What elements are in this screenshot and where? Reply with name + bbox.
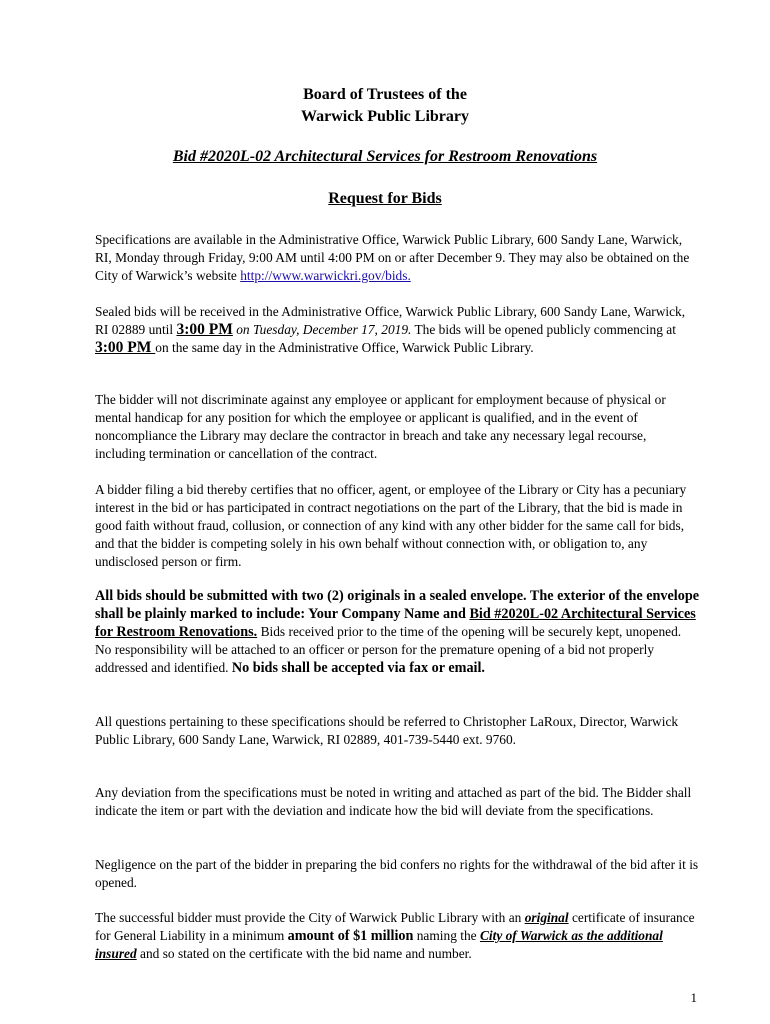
sealed-text-b: The bids will be opened publicly commencing at [411,322,676,337]
title-line-2: Warwick Public Library [301,108,469,125]
negligence-text: Negligence on the part of the bidder in preparing the bid confers no rights for the withdrawal of the bid after it is opened. [95,857,699,890]
board-title [0,84,770,128]
bid-time-1: 3:00 PM [176,321,233,338]
title-line-1: Board of Trustees of the [303,86,467,103]
bid-time-2: 3:00 PM [95,339,156,356]
insurance-amount: amount of $1 million [287,928,414,944]
paragraph-deviation [95,784,700,820]
bid-date: on Tuesday, December 17, 2019. [232,322,412,337]
insurance-additional-insured: City of Warwick as the additional insured [95,928,663,961]
questions-text: All questions pertaining to these specifications should be referred to Christopher LaRoux, Director, Warwick Public Library, 600 Sandy Lane, Warwick, RI 02889, 401-739-5440 ext. 9760. [95,714,679,747]
paragraph-specifications [95,231,700,285]
deviation-text: Any deviation from the specifications must be noted in writing and attached as part of the bid. The Bidder shall indicate the item or part with the deviation and indicate how the bid will deviate from the specifications. [95,785,692,818]
bid-title-block [0,148,770,166]
insurance-text-b: certificate of insurance for General Liability in a minimum [95,910,695,943]
insurance-text-d: and so stated on the certificate with the bid name and number. [136,946,472,961]
paragraph-insurance [95,909,700,963]
paragraph-nondiscrimination [95,391,700,463]
request-for-bids-heading: Request for Bids [328,190,442,207]
submission-bold-2: No bids shall be accepted via fax or email. [231,660,485,676]
bid-title: Bid #2020L-02 Architectural Services for Restroom Renovations [172,148,598,165]
paragraph-certification [95,481,700,571]
submission-bold-1: All bids should be submitted with two (2) originals in a sealed envelope. The exterior of the envelope shall be plainly marked to include: Your Company Name and [95,588,700,622]
submission-normal: Bids received prior to the time of the opening will be securely kept, unopened. No responsibility will be attached to an officer or person for the premature opening of a bid not properly addressed and identified. [95,624,682,675]
paragraph-sealed-bids [95,303,700,357]
certification-text: A bidder filing a bid thereby certifies that no officer, agent, or employee of the Library or City has a pecuniary interest in the bid or has participated in contract negotiations on the part of the Library, that the bid is made in good faith without fraud, collusion, or connection of any kind with any other bidder for the same call for bids, and that the bidder is competing solely in his own behalf without connection with, or obligation to, any undisclosed person or firm. [95,482,687,569]
bids-website-link[interactable]: http://www.warwickri.gov/bids. [240,268,411,283]
paragraph-submission [95,587,700,677]
submission-bid-name: Bid #2020L-02 Architectural Services for Restroom Renovations. [95,606,696,640]
insurance-text-a: The successful bidder must provide the City of Warwick Public Library with an [95,910,525,925]
insurance-text-c: naming the [413,928,480,943]
paragraph-questions [95,713,700,749]
sealed-text-a: Sealed bids will be received in the Administrative Office, Warwick Public Library, 600 Sandy Lane, Warwick, RI 02889 until [95,304,686,337]
insurance-original: original [524,910,569,925]
spec-text: Specifications are available in the Administrative Office, Warwick Public Library, 600 Sandy Lane, Warwick, RI, Monday through Friday, 9:00 AM until 4:00 PM on or after December 9. They may also be obtained on the City of Warwick’s website [95,232,690,283]
sealed-text-c: on the same day in the Administrative Office, Warwick Public Library. [155,340,534,355]
nondiscrimination-text: The bidder will not discriminate against any employee or applicant for employment because of physical or mental handicap for any position for which the employee or applicant is qualified, and in the event of noncompliance the Library may declare the contractor in breach and take any necessary legal recourse, including termination or cancellation of the contract. [95,392,666,461]
paragraph-negligence [95,856,700,892]
request-title-block [0,190,770,208]
page-number: 1 [690,990,697,1005]
